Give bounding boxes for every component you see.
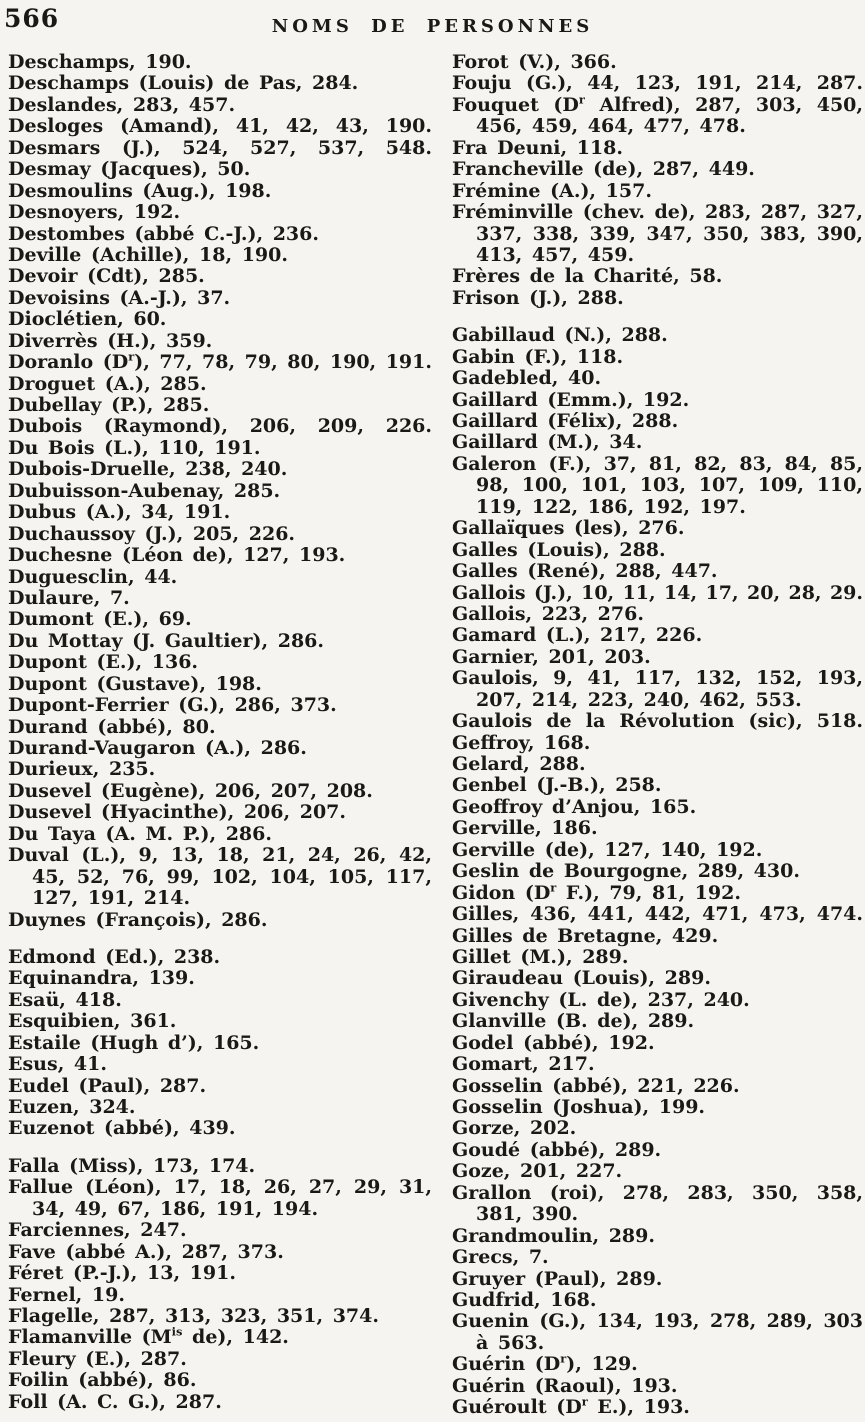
index-entry-line: Guéroult ($D^r$ E.), 193. [452,1394,690,1419]
index-entry-line: Dubellay (P.), 285. [8,394,210,416]
index-entry-line: Galles (Louis), 288. [452,538,666,561]
index-entry-line: 456, 459, 464, 477, 478. [476,115,746,138]
index-entry-line: 413, 457, 459. [476,243,635,266]
index-entry-line: Gallois (J.), 10, 11, 14, 17, 20, 28, 29. [452,581,863,604]
index-entry-line: 381, 390. [476,1203,579,1226]
index-entry-line: Francheville (de), 287, 449. [452,158,755,181]
index-entry-line: 119, 122, 186, 192, 197. [476,495,746,518]
index-entry-line: Gudfrid, 168. [452,1288,597,1311]
index-entry-line: 207, 214, 223, 240, 462, 553. [476,688,802,711]
index-entry-line: Goudé (abbé), 289. [452,1138,662,1161]
index-entry-line: à 563. [476,1331,545,1354]
index-entry-line: Diverrès (H.), 359. [8,329,213,352]
page-title: NOMS DE PERSONNES [271,16,594,37]
index-entry-line: Desmoulins (Aug.), 198. [8,179,272,202]
index-entry-line: Grecs, 7. [452,1246,549,1269]
index-entry-line: Gaillard (M.), 34. [452,431,643,454]
index-entry-line: Godel (abbé), 192. [452,1031,655,1054]
index-entry-line: Fra Deuni, 118. [452,136,624,159]
index-entry-line: Frères de la Charité, 58. [452,265,723,288]
index-entry-line: Féret (P.-J.), 13, 191. [8,1262,236,1285]
index-entry-line: Edmond (Ed.), 238. [8,945,221,968]
index-entry-line: Gaulois, 9, 41, 117, 132, 152, 193, [452,667,863,690]
index-entry-line: Devoisins (A.-J.), 37. [8,286,231,309]
index-entry-line: Foll (A. C. G.), 287. [8,1390,222,1413]
index-entry-line: Gosselin (abbé), 221, 226. [452,1074,740,1097]
index-entry-line: Guenin (G.), 134, 193, 278, 289, 303 [452,1310,863,1333]
index-entry-line: Dubus (A.), 34, 191. [8,501,231,524]
index-entry-line: Forot (V.), 366. [452,51,617,73]
index-entry-line: Esaü, 418. [8,988,122,1011]
index-entry-line: Durand-Vaugaron (A.), 286. [8,737,307,759]
index-entry-line: 98, 100, 101, 103, 107, 109, 110, [476,474,863,497]
index-entry-line: Gaillard (Emm.), 192. [452,388,690,411]
index-entry-line: Goze, 201, 227. [452,1160,623,1183]
index-column-left [8,52,432,1413]
index-entry-line: Duynes (François), 286. [8,908,268,931]
index-entry-line: Euzenot (abbé), 439. [8,1117,236,1140]
index-entry-line: Gillet (M.), 289. [452,945,629,968]
index-entry-line: 127, 191, 214. [32,887,191,910]
index-entry-line: Gidon ($D^r$ F.), 79, 81, 192. [452,880,741,904]
index-entry-line: Guérin (Raoul), 193. [452,1374,678,1397]
index-entry-line: Frémine (A.), 157. [452,179,652,202]
index-entry-line: Fave (abbé A.), 287, 373. [8,1240,284,1263]
index-entry-line: Devoir (Cdt), 285. [8,265,205,288]
index-entry-line: Desnoyers, 192. [8,201,181,224]
index-entry-line: Gabin (F.), 118. [452,345,624,368]
index-entry-line: Dupont-Ferrier (G.), 286, 373. [8,694,337,717]
index-entry-line: Gaillard (Félix), 288. [452,410,679,432]
index-entry-line: Flagelle, 287, 313, 323, 351, 374. [8,1304,379,1327]
index-entry-line: Fallue (Léon), 17, 18, 26, 27, 29, 31, [8,1176,432,1199]
index-entry-line: Farciennes, 247. [8,1219,187,1242]
index-entry-line: Du Taya (A. M. P.), 286. [8,822,272,845]
index-entry-line: Dubois-Druelle, 238, 240. [8,458,288,481]
index-entry-line: Desloges (Amand), 41, 42, 43, 190. [8,115,432,138]
index-entry-line: Dumont (E.), 69. [8,608,192,631]
index-entry-line: Frison (J.), 288. [452,286,624,309]
index-entry-line: Deslandes, 283, 457. [8,93,236,116]
index-entry-line: Dioclétien, 60. [8,308,167,331]
index-entry-line: Gosselin (Joshua), 199. [452,1096,706,1118]
index-entry-line: Gilles de Bretagne, 429. [452,924,719,947]
index-entry-line: Gorze, 202. [452,1117,577,1140]
index-entry-line: Deschamps, 190. [8,51,192,73]
index-entry-line: Gadebled, 40. [452,367,602,390]
index-entry-line: Fernel, 19. [8,1283,125,1306]
index-entry-line: Gabillaud (N.), 288. [452,324,668,347]
index-entry-line: Garnier, 201, 203. [452,645,651,668]
index-entry-line: Gaulois de la Révolution (sic), 518. [452,710,863,733]
index-entry-line: Galeron (F.), 37, 81, 82, 83, 84, 85, [452,452,863,475]
index-entry-line: Dusevel (Hyacinthe), 206, 207. [8,801,346,824]
index-entry-line: Gerville (de), 127, 140, 192. [452,838,763,861]
index-entry-line: Galles (René), 288, 447. [452,560,718,583]
index-entry-line: Falla (Miss), 173, 174. [8,1154,256,1177]
page-number: 566 [4,4,60,33]
index-entry-line: Gamard (L.), 217, 226. [452,624,703,647]
index-entry-line: Guérin $(D^r)$, 129. [452,1351,638,1376]
index-entry-line: Durieux, 235. [8,758,156,781]
index-entry-line: Dusevel (Eugène), 206, 207, 208. [8,779,373,802]
index-entry-line: Gallaïques (les), 276. [452,517,685,540]
index-entry-line: Gruyer (Paul), 289. [452,1267,663,1290]
index-entry-line: Esus, 41. [8,1053,107,1076]
index-entry-line: Droguet (A.), 285. [8,372,207,395]
index-entry-line: Geoffroy d’Anjou, 165. [452,795,697,818]
index-entry-line: Du Bois (L.), 110, 191. [8,436,261,459]
index-entry-line: Duchaussoy (J.), 205, 226. [8,522,296,545]
index-entry-line: Fleury (E.), 287. [8,1347,187,1370]
index-entry-line: Genbel (J.-B.), 258. [452,774,662,797]
index-entry-line: Dubuisson-Aubenay, 285. [8,479,281,502]
index-entry-line: Gelard, 288. [452,753,586,775]
index-entry-line: Desmars (J.), 524, 527, 537, 548. [8,136,432,159]
index-entry-line: Durand (abbé), 80. [8,715,216,738]
index-entry-line: 34, 49, 67, 186, 191, 194. [32,1197,319,1220]
index-entry-line: Gallois, 223, 276. [452,602,644,625]
index-entry-line: Dupont (E.), 136. [8,651,199,674]
index-column-right [452,52,863,1419]
index-entry-line: Geslin de Bourgogne, 289, 430. [452,860,800,883]
index-entry-line: Estaile (Hugh d’), 165. [8,1031,260,1054]
index-entry-line: Dulaure, 7. [8,586,130,609]
index-entry-line: Du Mottay (J. Gaultier), 286. [8,629,325,652]
index-entry-line: Duguesclin, 44. [8,565,178,588]
index-entry-line: Gilles, 436, 441, 442, 471, 473, 474. [452,903,863,926]
index-entry-line: Geffroy, 168. [452,731,591,754]
index-entry-line: Fouquet ($D^r$ Alfred), 287, 303, 450, [452,92,864,116]
index-entry-line: Equinandra, 139. [8,967,195,990]
index-entry-line: 337, 338, 339, 347, 350, 383, 390, [476,222,863,245]
index-entry-line: Grallon (roi), 278, 283, 350, 358, [452,1181,863,1204]
index-entry-line: Glanville (B. de), 289. [452,1010,695,1033]
index-entry-line: Givenchy (L. de), 237, 240. [452,988,750,1011]
index-entry-line: Foilin (abbé), 86. [8,1369,197,1392]
index-entry-line: Fouju (G.), 44, 123, 191, 214, 287. [452,72,863,95]
index-entry-line: Deville (Achille), 18, 190. [8,243,288,266]
index-entry-line: Desmay (Jacques), 50. [8,158,251,181]
index-entry-line: Flamanville ($M^{is}$ de), 142. [8,1325,289,1349]
index-entry-line: Destombes (abbé C.-J.), 236. [8,222,319,245]
index-entry-line: Giraudeau (Louis), 289. [452,967,711,990]
index-entry-line: Euzen, 324. [8,1096,136,1118]
index-entry-line: Gerville, 186. [452,817,598,840]
index-entry-line: Deschamps (Louis) de Pas, 284. [8,72,359,95]
index-entry-line: Dupont (Gustave), 198. [8,672,262,695]
index-entry-line: Eudel (Paul), 287. [8,1074,207,1097]
index-entry-line: Gomart, 217. [452,1053,595,1076]
index-entry-line: 45, 52, 76, 99, 102, 104, 105, 117, [32,865,432,888]
index-entry-line: Doranlo $(D^r)$, 77, 78, 79, 80, 190, 191. [8,349,432,374]
index-entry-line: Esquibien, 361. [8,1010,177,1033]
index-entry-line: Grandmoulin, 289. [452,1224,655,1247]
index-entry-line: Duval (L.), 9, 13, 18, 21, 24, 26, 42, [8,844,432,867]
index-entry-line: Duchesne (Léon de), 127, 193. [8,544,346,567]
index-entry-line: Fréminville (chev. de), 283, 287, 327, [452,201,863,224]
index-entry-line: Dubois (Raymond), 206, 209, 226. [8,415,432,438]
